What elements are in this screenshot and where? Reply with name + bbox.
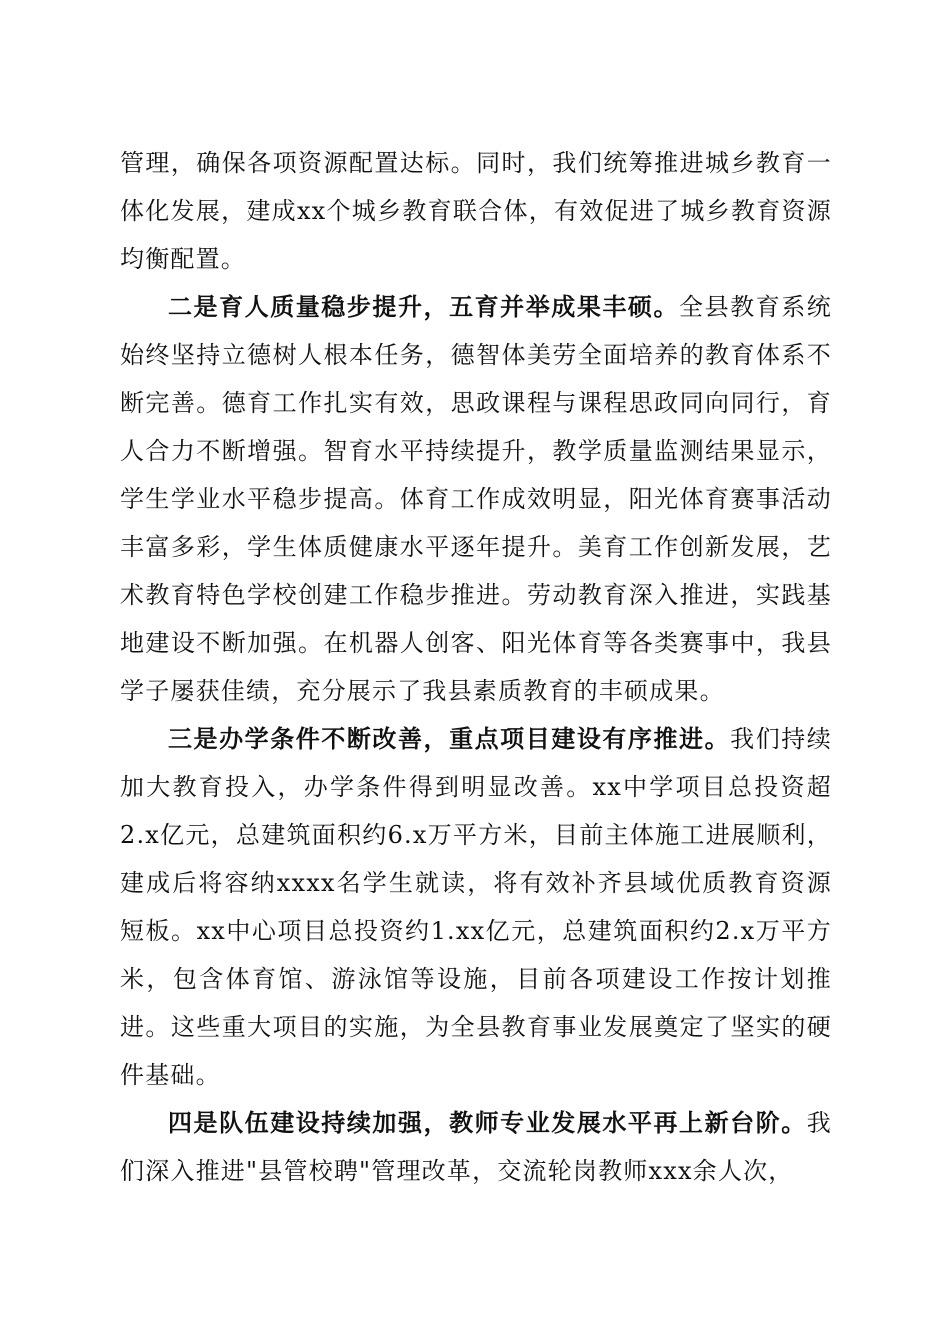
body-text bbox=[120, 139, 832, 1195]
paragraph-continuation bbox=[120, 139, 832, 283]
paragraph-text: 管理，确保各项资源配置达标。同时，我们统筹推进城乡教育一体化发展，建成xx个城乡教育联合体，有效促进了城乡教育资源均衡配置。 bbox=[120, 149, 832, 273]
paragraph-text: 我们持续加大教育投入，办学条件得到明显改善。xx中学项目总投资超2.x亿元，总建筑面积约6.x万平方米，目前主体施工进展顺利，建成后将容纳xxxx名学生就读，将有效补齐县域优质教育资源短板。xx中心项目总投资约1.xx亿元，总建筑面积约2.x万平方米，包含体育馆、游泳馆等设施，目前各项建设工作按计划推进。这些重大项目的实施，为全县教育事业发展奠定了坚实的硬件基础。 bbox=[120, 725, 832, 1089]
paragraph-lead: 三是办学条件不断改善，重点项目建设有序推进。 bbox=[168, 724, 731, 753]
paragraph-lead: 四是队伍建设持续加强，教师专业发展水平再上新台阶。 bbox=[168, 1108, 807, 1137]
paragraph-teacher-team bbox=[120, 1099, 832, 1195]
paragraph-school-conditions bbox=[120, 715, 832, 1099]
paragraph-text: 我们深入推进"县管校聘"管理改革，交流轮岗教师xxx余人次， bbox=[120, 1109, 832, 1185]
paragraph-lead: 二是育人质量稳步提升，五育并举成果丰硕。 bbox=[168, 292, 680, 321]
paragraph-education-quality bbox=[120, 283, 832, 715]
paragraph-text: 全县教育系统始终坚持立德树人根本任务，德智体美劳全面培养的教育体系不断完善。德育工作扎实有效，思政课程与课程思政同向同行，育人合力不断增强。智育水平持续提升，教学质量监测结果显示，学生学业水平稳步提高。体育工作成效明显，阳光体育赛事活动丰富多彩，学生体质健康水平逐年提升。美育工作创新发展，艺术教育特色学校创建工作稳步推进。劳动教育深入推进，实践基地建设不断加强。在机器人创客、阳光体育等各类赛事中，我县学子屡获佳绩，充分展示了我县素质教育的丰硕成果。 bbox=[120, 293, 833, 705]
